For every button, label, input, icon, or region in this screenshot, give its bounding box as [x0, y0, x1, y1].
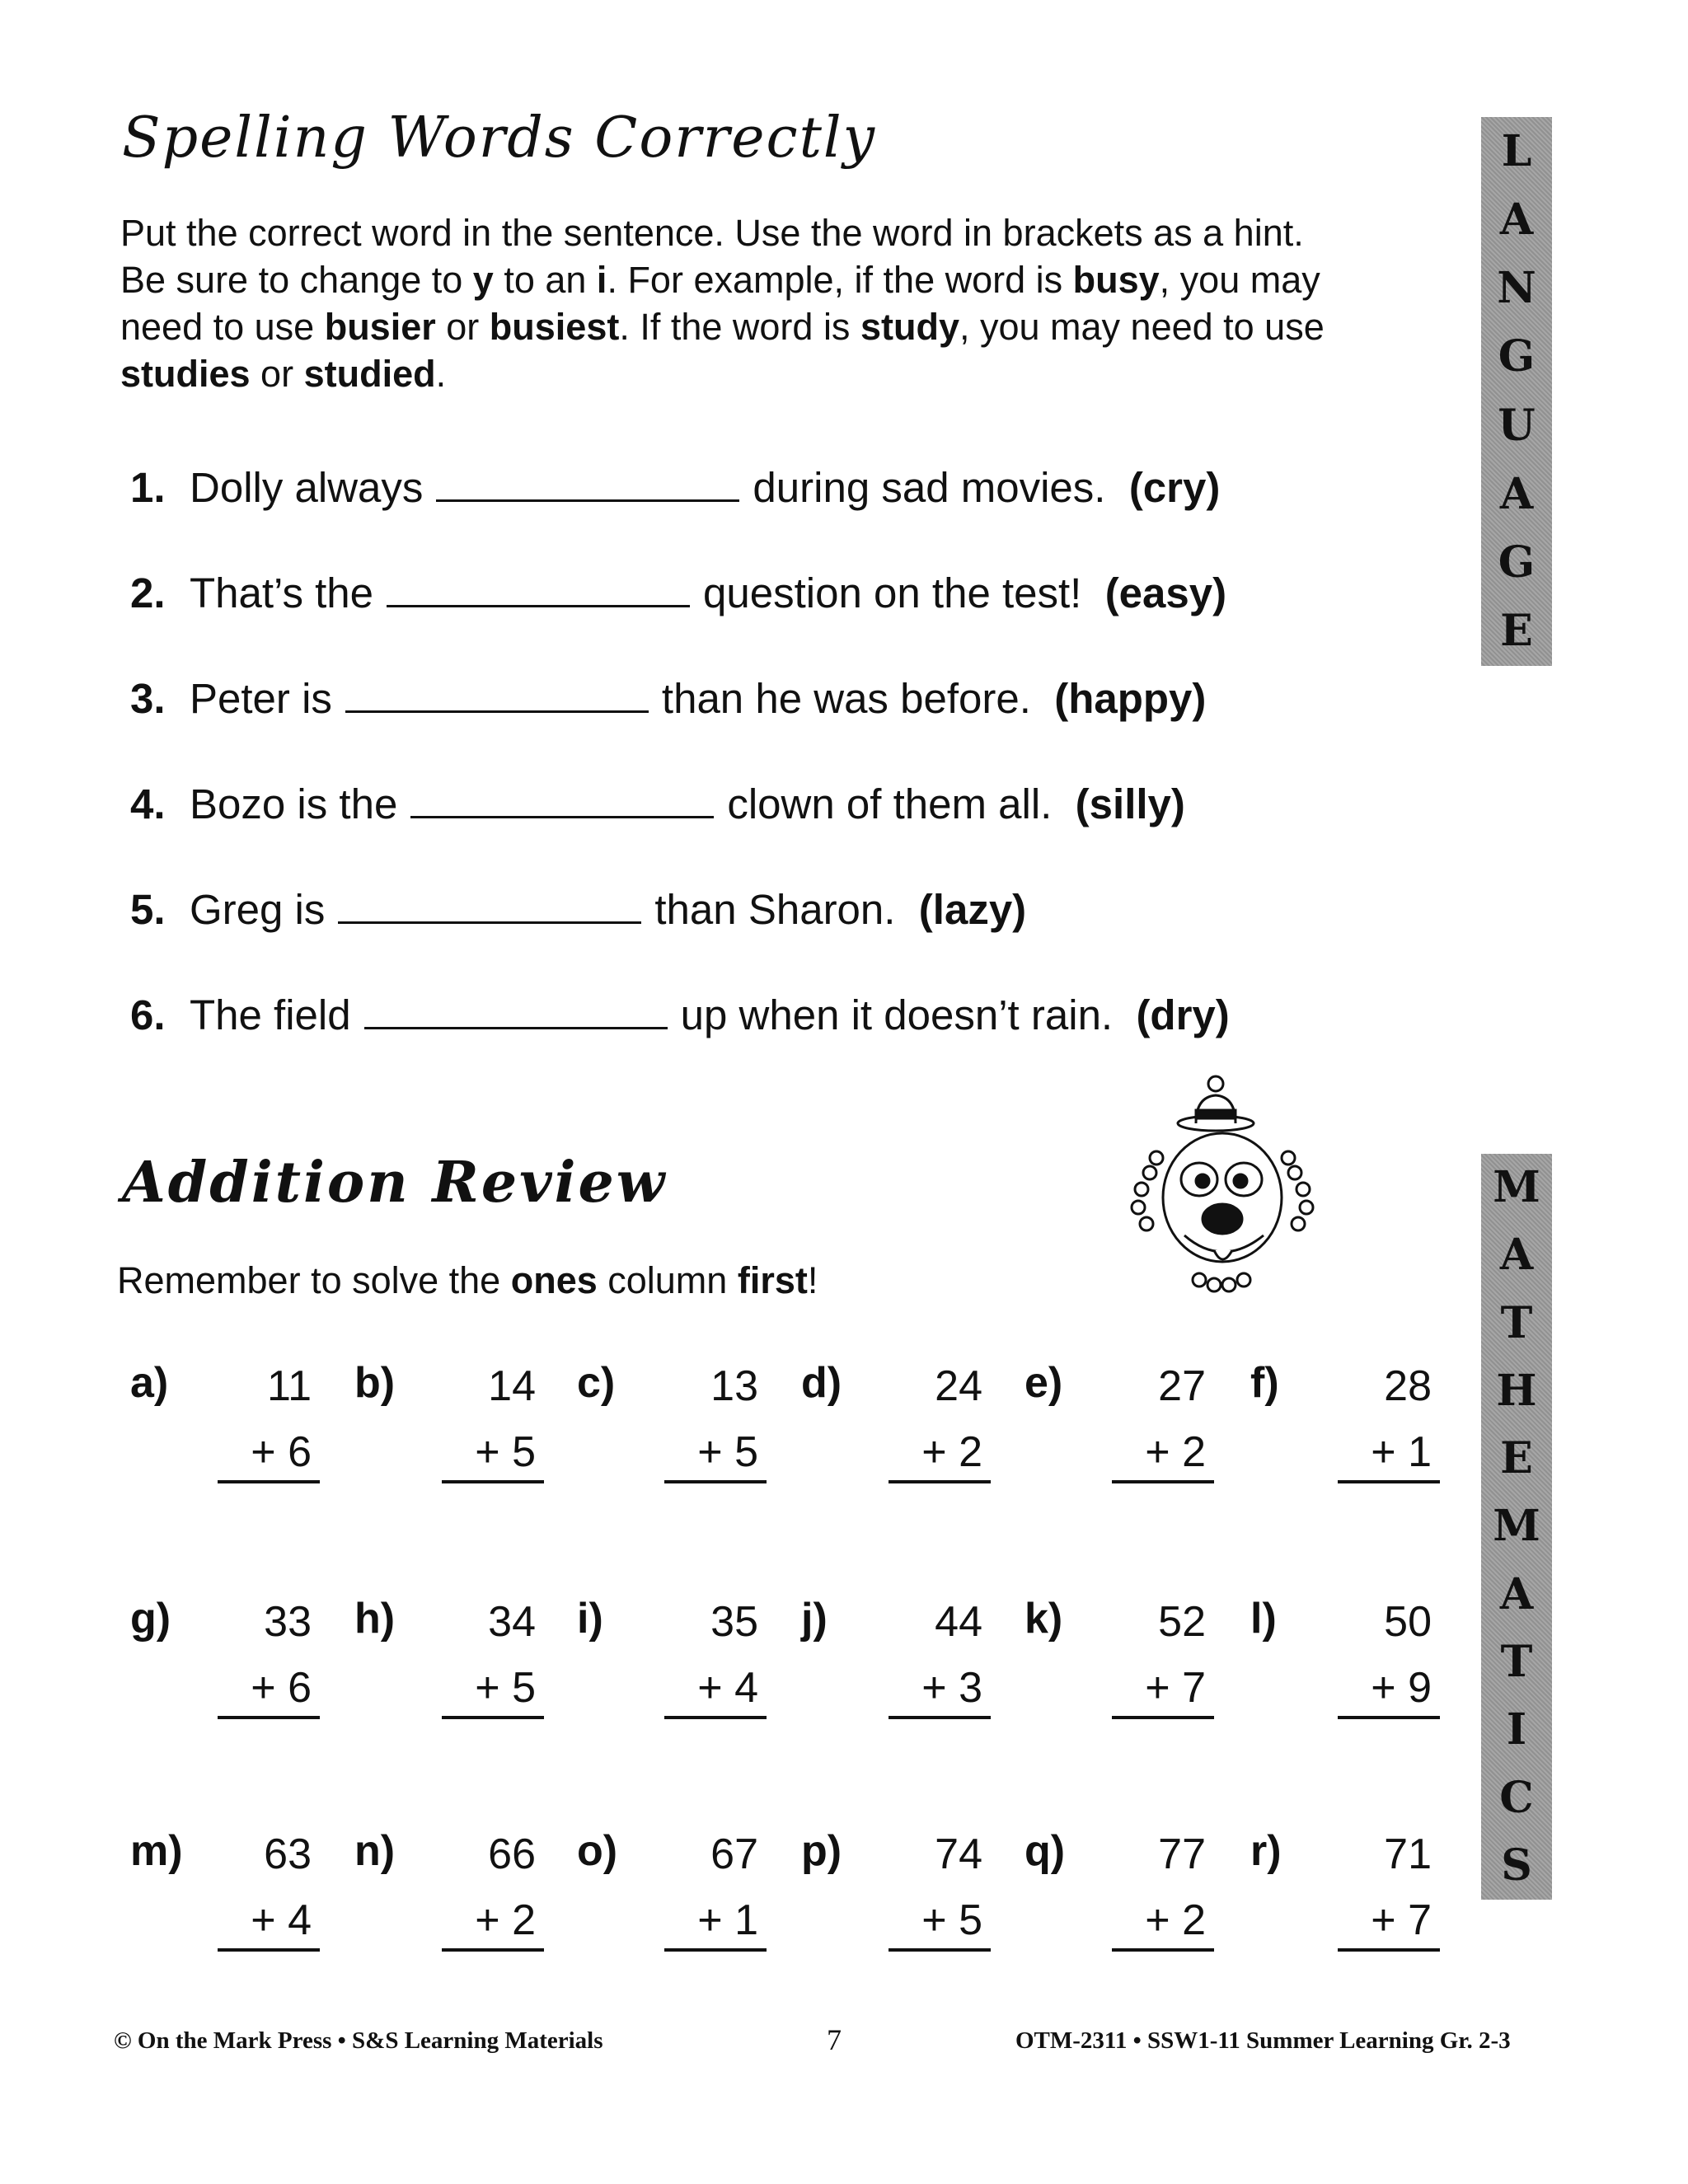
addition-problem — [577, 1594, 758, 1718]
footer-product-code: OTM-2311 • SSW1-11 Summer Learning Gr. 2-3 — [1015, 2027, 1511, 2054]
answer-line[interactable] — [664, 1716, 767, 1719]
spelling-item: 4. Bozo is the clown of them all. (silly) — [130, 775, 1185, 829]
tab-letter: T — [1500, 1636, 1533, 1687]
answer-line[interactable] — [218, 1480, 320, 1483]
tab-letter: G — [1498, 331, 1536, 382]
addition-problem — [130, 1358, 312, 1482]
problem-top-number: 33 — [264, 1598, 312, 1646]
spelling-item: 3. Peter is than he was before. (happy) — [130, 669, 1206, 724]
tab-letter: G — [1498, 537, 1536, 588]
tab-letter: S — [1501, 1840, 1532, 1891]
tab-letter: T — [1500, 1297, 1533, 1348]
tab-letter: M — [1493, 1162, 1540, 1213]
problem-top-number: 77 — [1158, 1830, 1206, 1878]
problem-top-number: 44 — [935, 1598, 982, 1646]
problem-addend: + 1 — [1371, 1428, 1432, 1476]
addition-problem — [354, 1826, 536, 1950]
footer-copyright: © On the Mark Press • S&S Learning Materials — [114, 2027, 603, 2054]
addition-problem — [354, 1594, 536, 1718]
problem-top-number: 24 — [935, 1362, 982, 1410]
problem-letter: o) — [577, 1827, 618, 1875]
problem-letter: r) — [1250, 1827, 1282, 1875]
problem-addend: + 2 — [475, 1896, 536, 1944]
problem-top-number: 27 — [1158, 1362, 1206, 1410]
problem-top-number: 66 — [488, 1830, 536, 1878]
problem-top-number: 71 — [1384, 1830, 1432, 1878]
answer-line[interactable] — [218, 1948, 320, 1952]
tab-letter: E — [1500, 606, 1533, 657]
spelling-title: Spelling Words Correctly — [122, 105, 877, 171]
problem-addend: + 5 — [697, 1428, 758, 1476]
problem-top-number: 11 — [267, 1362, 312, 1410]
tab-letter: H — [1496, 1365, 1537, 1416]
problem-letter: j) — [801, 1595, 828, 1643]
problem-letter: p) — [801, 1827, 842, 1875]
problem-letter: h) — [354, 1595, 396, 1643]
problem-addend: + 7 — [1371, 1896, 1432, 1944]
problem-addend: + 5 — [921, 1896, 982, 1944]
addition-problem — [1250, 1594, 1432, 1718]
problem-addend: + 4 — [697, 1664, 758, 1712]
problem-letter: a) — [130, 1359, 169, 1407]
tab-letter: A — [1499, 1230, 1534, 1281]
answer-line[interactable] — [1112, 1716, 1214, 1719]
tab-letter: I — [1506, 1704, 1527, 1755]
problem-top-number: 28 — [1384, 1362, 1432, 1410]
problem-letter: k) — [1025, 1595, 1063, 1643]
problem-letter: e) — [1025, 1359, 1063, 1407]
problem-addend: + 2 — [921, 1428, 982, 1476]
addition-problem — [1250, 1826, 1432, 1950]
answer-line[interactable] — [889, 1480, 991, 1483]
tab-letter: N — [1497, 263, 1536, 314]
addition-problem — [1025, 1594, 1206, 1718]
tab-letter: A — [1499, 468, 1534, 519]
problem-top-number: 14 — [488, 1362, 536, 1410]
spelling-item: 6. The field up when it doesn’t rain. (dry) — [130, 986, 1230, 1040]
problem-top-number: 67 — [710, 1830, 758, 1878]
answer-blank[interactable] — [345, 669, 649, 713]
problem-addend: + 6 — [251, 1428, 312, 1476]
tab-letter: C — [1499, 1772, 1534, 1823]
answer-blank[interactable] — [436, 458, 739, 502]
addition-problem — [801, 1594, 982, 1718]
problem-addend: + 5 — [475, 1428, 536, 1476]
tab-letter: E — [1500, 1433, 1533, 1484]
addition-problem — [801, 1826, 982, 1950]
addition-problem — [1025, 1358, 1206, 1482]
language-tab — [1481, 117, 1552, 666]
addition-title: Addition Review — [122, 1150, 668, 1216]
problem-letter: c) — [577, 1359, 616, 1407]
page-number: 7 — [827, 2023, 842, 2056]
answer-line[interactable] — [1338, 1480, 1440, 1483]
problem-addend: + 7 — [1145, 1664, 1206, 1712]
spelling-item: 5. Greg is than Sharon. (lazy) — [130, 880, 1026, 935]
addition-problem — [801, 1358, 982, 1482]
addition-problem — [1025, 1826, 1206, 1950]
answer-line[interactable] — [1112, 1948, 1214, 1952]
problem-letter: n) — [354, 1827, 396, 1875]
problem-letter: f) — [1250, 1359, 1279, 1407]
addition-problem — [130, 1594, 312, 1718]
answer-line[interactable] — [442, 1948, 544, 1952]
tab-letter: A — [1499, 194, 1534, 245]
problem-addend: + 1 — [697, 1896, 758, 1944]
problem-letter: d) — [801, 1359, 842, 1407]
answer-line[interactable] — [442, 1480, 544, 1483]
answer-blank[interactable] — [387, 564, 690, 607]
problem-top-number: 35 — [710, 1598, 758, 1646]
problem-addend: + 3 — [921, 1664, 982, 1712]
answer-blank[interactable] — [364, 986, 668, 1029]
problem-letter: q) — [1025, 1827, 1066, 1875]
answer-line[interactable] — [1338, 1716, 1440, 1719]
problem-addend: + 4 — [251, 1896, 312, 1944]
problem-top-number: 52 — [1158, 1598, 1206, 1646]
spelling-item: 2. That’s the question on the test! (easy) — [130, 564, 1226, 618]
problem-top-number: 74 — [935, 1830, 982, 1878]
mathematics-tab — [1481, 1154, 1552, 1900]
answer-line[interactable] — [1338, 1948, 1440, 1952]
answer-blank[interactable] — [410, 775, 714, 818]
addition-problem — [577, 1358, 758, 1482]
tab-letter: M — [1493, 1501, 1540, 1552]
problem-addend: + 5 — [475, 1664, 536, 1712]
problem-top-number: 13 — [710, 1362, 758, 1410]
problem-letter: i) — [577, 1595, 603, 1643]
answer-line[interactable] — [664, 1480, 767, 1483]
problem-letter: g) — [130, 1595, 171, 1643]
tab-letter: A — [1499, 1568, 1534, 1619]
problem-addend: + 2 — [1145, 1428, 1206, 1476]
tab-letter: U — [1498, 400, 1536, 451]
problem-addend: + 2 — [1145, 1896, 1206, 1944]
problem-addend: + 9 — [1371, 1664, 1432, 1712]
tab-letter: L — [1501, 125, 1532, 176]
problem-letter: l) — [1250, 1595, 1277, 1643]
problem-addend: + 6 — [251, 1664, 312, 1712]
spelling-item: 1. Dolly always during sad movies. (cry) — [130, 458, 1220, 513]
answer-line[interactable] — [1112, 1480, 1214, 1483]
problem-top-number: 34 — [488, 1598, 536, 1646]
addition-problem — [1250, 1358, 1432, 1482]
addition-problem — [577, 1826, 758, 1950]
answer-line[interactable] — [889, 1716, 991, 1719]
addition-instruction: Remember to solve the ones column first! — [117, 1259, 818, 1301]
answer-line[interactable] — [218, 1716, 320, 1719]
problem-letter: b) — [354, 1359, 396, 1407]
answer-blank[interactable] — [338, 880, 641, 924]
addition-problem — [354, 1358, 536, 1482]
answer-line[interactable] — [889, 1948, 991, 1952]
problem-top-number: 50 — [1384, 1598, 1432, 1646]
problem-letter: m) — [130, 1827, 183, 1875]
answer-line[interactable] — [442, 1716, 544, 1719]
problem-top-number: 63 — [264, 1830, 312, 1878]
addition-problem — [130, 1826, 312, 1950]
clown-icon — [1117, 1074, 1331, 1313]
answer-line[interactable] — [664, 1948, 767, 1952]
spelling-instructions: Put the correct word in the sentence. Use the word in brackets as a hint. Be sure to change to y to an i. For example, if the word is busy, you may need to use busier or busiest. If the word is study, you may need to use studies or studied. — [120, 212, 1325, 395]
